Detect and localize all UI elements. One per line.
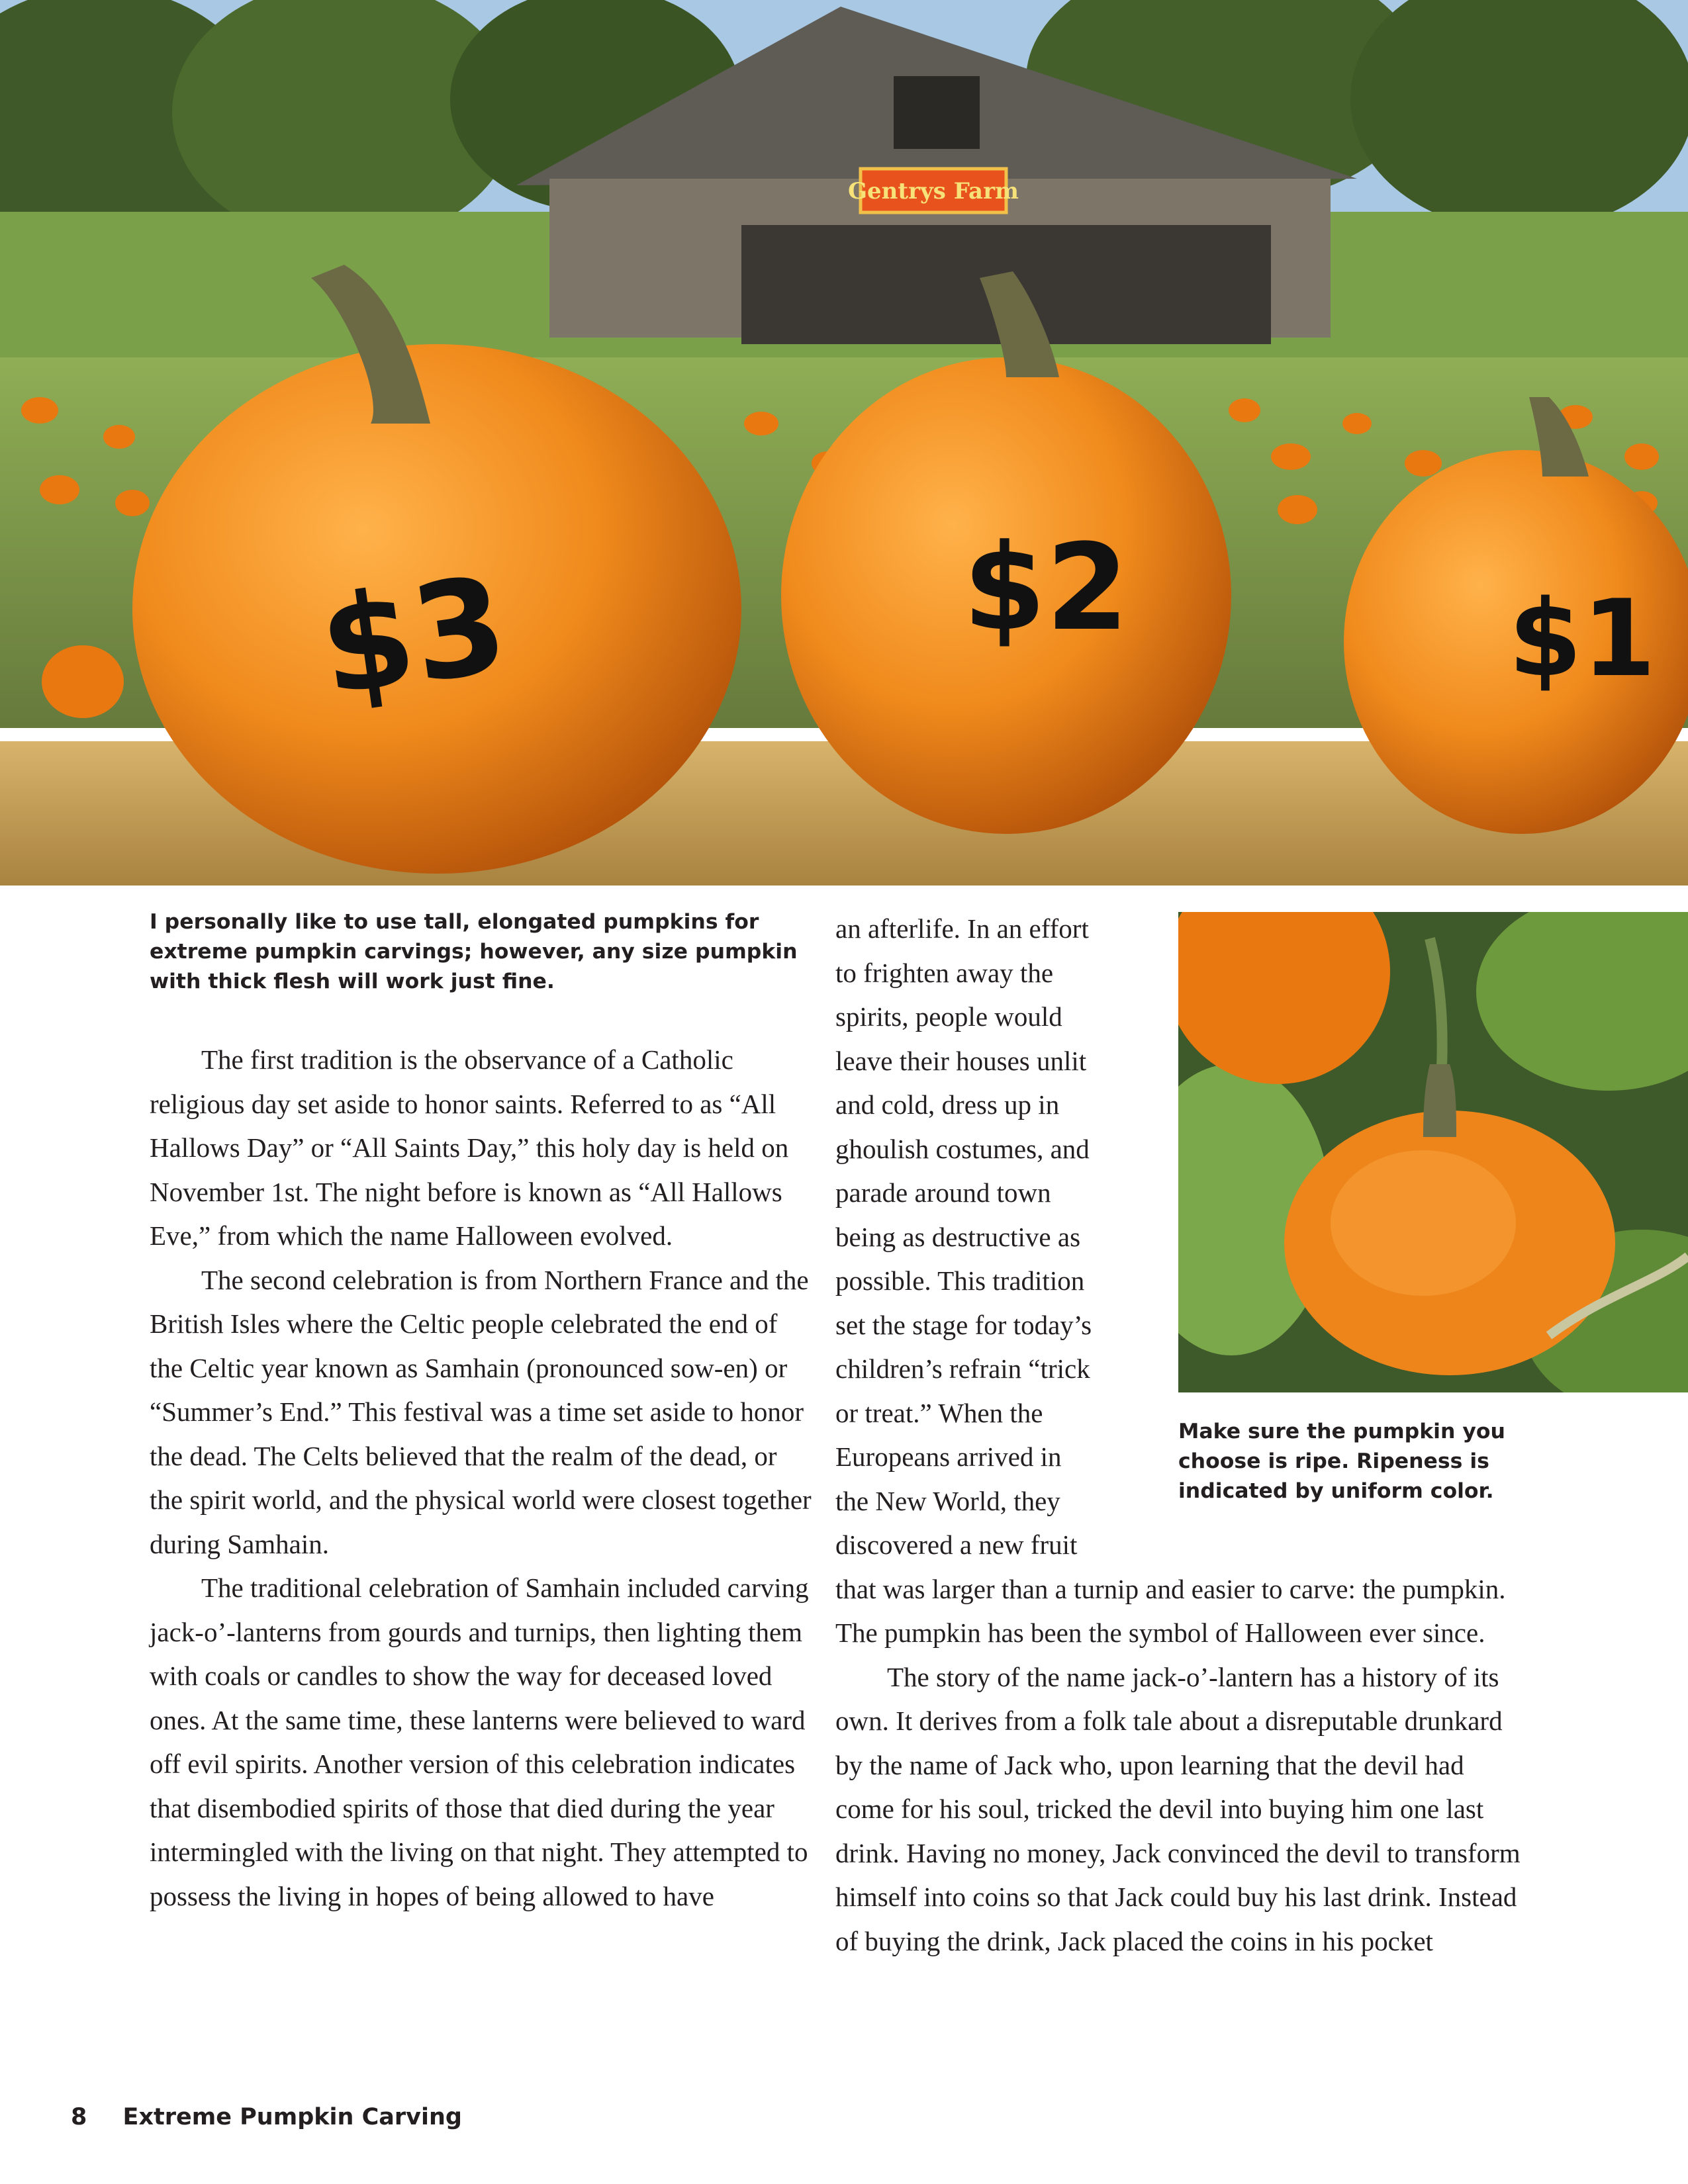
page-number: 8 <box>71 2104 87 2130</box>
text-line: to frighten away the <box>835 957 1054 988</box>
page-footer <box>71 2103 462 2131</box>
photo-caption-side: Make sure the pumpkin you choose is ripe. Ripeness is indicated by uniform color. <box>1178 1420 1505 1503</box>
text-line: an afterlife. In an effort <box>835 913 1089 944</box>
text-line: spirits, people would <box>835 1001 1062 1032</box>
text-line: the New World, they <box>835 1485 1060 1516</box>
hero-photo-pumpkin-farm <box>0 0 1688 886</box>
price-tag-2: $2 <box>962 519 1129 657</box>
text-line: being as destructive as <box>835 1221 1081 1252</box>
body-column-left <box>150 1038 812 1918</box>
text-line: Europeans arrived in <box>835 1441 1062 1472</box>
pumpkin-farm-illustration <box>0 0 1688 886</box>
text-line: set the stage for today’s <box>835 1309 1092 1340</box>
photo-caption-top: I personally like to use tall, elongated pumpkins for extreme pumpkin carvings; however, any size pumpkin with thick flesh will work just fine. <box>150 910 798 993</box>
ripe-pumpkin-illustration <box>1178 912 1688 1392</box>
farm-sign-text: Gentrys Farm <box>848 178 1019 205</box>
text-line: or treat.” When the <box>835 1397 1043 1428</box>
text-line: leave their houses unlit <box>835 1045 1087 1076</box>
paragraph-continuation: that was larger than a turnip and easier to carve: the pumpkin. The pumpkin has been the symbol of Halloween ever since. <box>835 1573 1506 1648</box>
text-line: and cold, dress up in <box>835 1089 1060 1120</box>
paragraph: The first tradition is the observance of a Catholic religious day set aside to honor saints. Referred to as “All Hallows Day” or “All Saints Day,” this holy day is held on November 1st. The night before is known as “All Hallows Eve,” from which the name Halloween evolved. <box>150 1044 789 1251</box>
text-line: parade around town <box>835 1177 1051 1208</box>
text-line: ghoulish costumes, and <box>835 1133 1090 1164</box>
text-line: possible. This tradition <box>835 1265 1085 1296</box>
text-line: discovered a new fruit <box>835 1529 1078 1560</box>
paragraph: The second celebration is from Northern France and the British Isles where the Celtic people celebrated the end of the Celtic year known as Samhain (pronounced sow-en) or “Summer’s End.” This festival was a time set aside to honor the dead. The Celts believed that the realm of the dead, or the spirit world, and the physical world were closest together during Samhain. <box>150 1264 812 1559</box>
text-line: children’s refrain “trick <box>835 1353 1090 1384</box>
paragraph: The story of the name jack-o’-lantern has a history of its own. It derives from a folk tale about a disreputable drunkard by the name of Jack who, upon learning that the devil had come for his soul, tricked the devil into buying him one last drink. Having no money, Jack convinced the devil to transform himself into coins so that Jack could buy his last drink. Instead of buying the drink, Jack placed the coins in his pocket <box>835 1661 1521 1956</box>
ripe-pumpkin-photo <box>1178 912 1688 1392</box>
price-tag-3: $3 <box>311 547 516 726</box>
price-tag-1: $1 <box>1508 576 1656 700</box>
book-title: Extreme Pumpkin Carving <box>122 2104 462 2130</box>
paragraph: The traditional celebration of Samhain included carving jack-o’-lanterns from gourds and turnips, then lighting them with coals or candles to show the way for deceased loved ones. At the same time, these lanterns were believed to ward off evil spirits. Another version of this celebration indicates that disembodied spirits of those that died during the year intermingled with the living on that night. They attempted to possess the living in hopes of being allowed to have <box>150 1572 809 1911</box>
